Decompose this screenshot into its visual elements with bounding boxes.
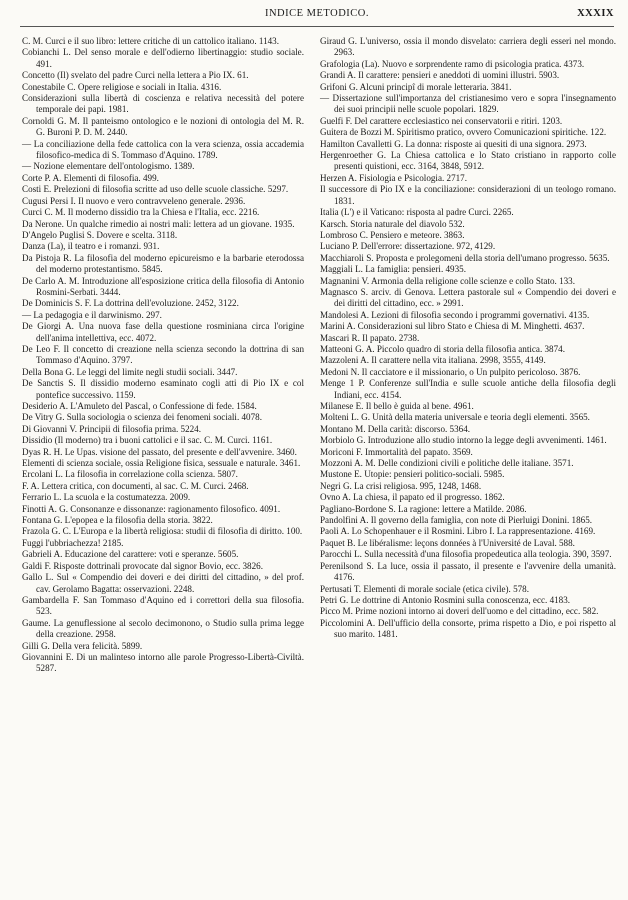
index-entry: De Sanctis S. Il dissidio moderno esaminato cogli atti di Pio IX e col pontefice successivo. 1159. (22, 378, 304, 400)
index-entry: Fuggi l'ubbriachezza! 2185. (22, 537, 124, 548)
index-entry: Della Bona G. Le leggi del limite negli studii sociali. 3447. (22, 366, 238, 377)
index-entry: Danza (La), il teatro e i romanzi. 931. (22, 241, 160, 252)
index-entry: Giovannini E. Di un malinteso intorno alle parole Progresso-Libertà-Civiltà. 5287. (22, 651, 304, 674)
index-entry: Elementi di scienza sociale, ossia Religione fisica, sessuale e naturale. 3461. (22, 458, 301, 469)
index-entry: Cobianchi L. Del senso morale e dell'odierno libertinaggio: studio sociale. 491. (22, 47, 304, 69)
index-entry: Negri G. La crisi religiosa. 995, 1248, 1468. (320, 480, 482, 491)
index-entry: Perenilsond S. La luce, ossia il passato, il presente e l'avvenire della umanità. 4176. (320, 560, 616, 583)
index-entry: Gallo L. Sul « Compendio dei doveri e dei diritti del cittadino, » del prof. cav. Gerolamo Bagatta: osservazioni. 2248. (22, 572, 304, 594)
index-entry: De Vitry G. Sulla sociologia o scienza dei fenomeni sociali. 4078. (22, 412, 262, 423)
index-entry: Considerazioni sulla libertà di coscienza e relativa necessità del potere temporale dei papi. 1981. (22, 93, 304, 115)
index-entry: Giraud G. L'universo, ossia il mondo disvelato: carriera degli esseri nel mondo. 2963. (320, 36, 616, 58)
index-entry: Di Giovanni V. Principii di filosofia prima. 5224. (22, 423, 202, 434)
index-entry: C. M. Curci e il suo libro: lettere critiche di un cattolico italiano. 1143. (22, 36, 280, 46)
index-entry: Marini A. Considerazioni sul libro Stato e Chiesa di M. Minghetti. 4637. (320, 321, 585, 332)
header-rule (20, 26, 614, 27)
index-entry: Milanese E. Il bello è guida al bene. 4961. (320, 401, 474, 411)
index-entry: Mascari R. Il papato. 2738. (320, 332, 420, 343)
index-entry: Menge 1 P. Conferenze sull'India e sulle scuole antiche della filosofia degli Indiani, ecc. 4154. (320, 378, 616, 400)
index-entry: De Carlo A. M. Introduzione all'esposizione critica della filosofia di Antonio Rosmini-Serbati. 3444. (22, 275, 304, 297)
index-entry: Grifoni G. Alcuni principî di morale letteraria. 3841. (320, 81, 512, 92)
index-entry: Frazola G. C. L'Europa e la libertà religiosa: studii di filosofia di diritto. 100. (22, 526, 303, 537)
index-entry: Dissidio (Il moderno) tra i buoni cattolici e il sac. C. M. Curci. 1161. (22, 435, 273, 446)
index-entry: Da Pistoja R. La filosofia del moderno epicureismo e la barbarie eterodossa del moderno protestantismo. 5845. (22, 252, 304, 275)
index-entry: Pandolfini A. Il governo della famiglia, con note di Pierluigi Donini. 1865. (320, 515, 593, 526)
index-entry: Karsch. Storia naturale del diavolo 532. (320, 218, 465, 229)
index-entry: Molteni L. G. Unità della materia universale e teoria degli elementi. 3565. (320, 412, 590, 423)
index-entry: — La conciliazione della fede cattolica con la vera scienza, ossia accademia filosofico-medica di S. Tommaso d'Aquino. 1789. (22, 138, 304, 161)
index-entry: Cornoldi G. M. Il panteismo ontologico e le nozioni di ontologia del M. R. G. Buroni P. D. M. 2440. (22, 115, 304, 138)
index-entry: — Dissertazione sull'importanza del cristianesimo vero e sopra l'insegnamento dei suoi principii nelle scuole popolari. 1829. (320, 93, 616, 115)
index-entry: Herzen A. Fisiologia e Psicologia. 2717. (320, 172, 467, 183)
index-entry: Grandi A. Il carattere: pensieri e aneddoti di uomini illustri. 5903. (320, 70, 560, 81)
index-entry: Conestabile C. Opere religiose e sociali in Italia. 4316. (22, 81, 222, 92)
index-entry: Italia (L') e il Vaticano: risposta al padre Curci. 2265. (320, 207, 514, 218)
index-entry: Maggiali L. La famiglia: pensieri. 4935. (320, 264, 466, 275)
index-entry: Matteoni G. A. Piccolo quadro di storia della filosofia antica. 3874. (320, 343, 565, 354)
index-entry: Morbiolo G. Introduzione allo studio intorno la legge degli avvenimenti. 1461. (320, 435, 607, 446)
index-entry: Hergenroether G. La Chiesa cattolica e lo Stato cristiano in rapporto colle presenti quistioni, ecc. 3164, 3848, 5912. (320, 150, 616, 172)
index-entry: Montano M. Della carità: discorso. 5364. (320, 423, 471, 434)
right-column (320, 36, 616, 641)
index-entry: Mazzoleni A. Il carattere nella vita italiana. 2998, 3555, 4149. (320, 355, 546, 366)
index-entry: Medoni N. Il cacciatore e il missionario, o Un pulpito pericoloso. 3876. (320, 366, 581, 377)
index-entry: Piccolomini A. Dell'ufficio della consorte, prima rispetto a Dio, e poi rispetto al suo marito. 1481. (320, 617, 616, 640)
index-entry: Ovno A. La chiesa, il papato ed il progresso. 1862. (320, 492, 505, 503)
page-number: XXXIX (577, 8, 614, 19)
index-entry: Gambardella F. San Tommaso d'Aquino ed i correttori della sua filosofia. 523. (22, 594, 304, 617)
index-entry: — La pedagogia e il darwinismo. 297. (22, 309, 162, 320)
index-entry: Grafologia (La). Nuovo e sorprendente ramo di psicologia pratica. 4373. (320, 58, 585, 69)
index-entry: Mozzoni A. M. Delle condizioni civili e politiche delle italiane. 3571. (320, 458, 574, 469)
index-entry: De Leo F. Il concetto di creazione nella scienza secondo la dottrina di san Tommaso d'Aquino. 3797. (22, 343, 304, 366)
index-entry: Dyas R. H. Le Upas. visione del passato, del presente e dell'avvenire. 3460. (22, 446, 297, 457)
index-entry: De Giorgi A. Una nuova fase della questione rosminiana circa l'origine dell'anima intellettiva, ecc. 4072. (22, 321, 304, 343)
index-entry: Picco M. Prime nozioni intorno ai doveri dell'uomo e del cittadino, ecc. 582. (320, 606, 599, 617)
index-entry: Magnasco S. arciv. di Genova. Lettera pastorale sul « Compendio dei doveri e dei diritti del cittadino, ecc. » 2991. (320, 286, 616, 309)
index-entry: — Nozione elementare dell'ontologismo. 1389. (22, 161, 195, 172)
index-entry: Hamilton Cavalletti G. La donna: risposte ai quesiti di una signora. 2973. (320, 138, 587, 149)
index-entry: Mustone E. Utopie: pensieri politico-sociali. 5985. (320, 469, 505, 480)
index-entry: Desiderio A. L'Amuleto del Pascal, o Confessione di fede. 1584. (22, 401, 257, 411)
page-header (20, 8, 614, 22)
index-entry: De Dominicis S. F. La dottrina dell'evoluzione. 2452, 3122. (22, 298, 239, 309)
index-entry: Paoli A. Lo Schopenhauer e il Rosmini. Libro I. La rappresentazione. 4169. (320, 526, 596, 537)
index-entry: Pagliano-Bordone S. La ragione: lettere a Matilde. 2086. (320, 503, 527, 514)
index-entry: Curci C. M. Il moderno dissidio tra la Chiesa e l'Italia, ecc. 2216. (22, 207, 260, 218)
index-entry: Guelfi F. Del carattere ecclesiastico nei conservatorii e ritiri. 1203. (320, 115, 563, 126)
index-entry: Paquet B. Le libéralisme: leçons données à l'Université de Laval. 588. (320, 537, 575, 548)
index-entry: F. A. Lettera critica, con documenti, al sac. C. M. Curci. 2468. (22, 480, 249, 491)
index-entry: Cugusi Persi I. Il nuovo e vero contravveleno generale. 2936. (22, 195, 246, 206)
index-entry: Finotti A. G. Consonanze e dissonanze: ragionamento filosofico. 4091. (22, 503, 281, 514)
index-entry: Gabrieli A. Educazione del carattere: voti e speranze. 5605. (22, 549, 239, 560)
index-entry: D'Angelo Puglisi S. Dovere e scelta. 3118. (22, 229, 178, 240)
index-entry: Macchiaroli S. Proposta e prolegomeni della storia dell'umano progresso. 5635. (320, 252, 610, 263)
index-entry: Da Nerone. Un qualche rimedio ai nostri mali: lettera ad un giovane. 1935. (22, 218, 295, 229)
left-column (22, 36, 304, 675)
index-entry: Parocchi L. Sulla necessità d'una filosofia propedeutica alla teologia. 390, 3597. (320, 549, 612, 560)
index-entry: Costi E. Prelezioni di filosofia scritte ad uso delle scuole classiche. 5297. (22, 184, 289, 195)
index-entry: Ercolani L. La filosofia in correlazione colla scienza. 5807. (22, 469, 238, 480)
index-entry: Mandolesi A. Lezioni di filosofia secondo i programmi governativi. 4135. (320, 309, 590, 320)
index-entry: Petri G. Le dottrine di Antonio Rosmini sulla conoscenza, ecc. 4183. (320, 594, 571, 605)
index-entry: Ferrario L. La scuola e la costumatezza. 2009. (22, 492, 191, 503)
index-entry: Gaume. La genuflessione al secolo decimonono, o Studio sulla prima legge della creazione. 2958. (22, 617, 304, 640)
index-entry: Magnanini V. Armonia della religione colle scienze e collo Stato. 133. (320, 275, 575, 286)
index-entry: Corte P. A. Elementi di filosofia. 499. (22, 172, 159, 183)
index-entry: Luciano P. Dell'errore: dissertazione. 972, 4129. (320, 241, 496, 252)
index-entry: Il successore di Pio IX e la conciliazione: considerazioni di un teologo romano. 1831. (320, 184, 616, 206)
index-entry: Fontana G. L'epopea e la filosofia della storia. 3822. (22, 515, 213, 526)
index-entry: Pertusati T. Elementi di morale sociale (etica civile). 578. (320, 583, 530, 594)
index-entry: Galdi F. Risposte dottrinali provocate dal signor Bovio, ecc. 3826. (22, 560, 263, 571)
index-entry: Concetto (Il) svelato del padre Curci nella lettera a Pio IX. 61. (22, 70, 249, 81)
running-title: INDICE METODICO. (264, 8, 370, 19)
index-entry: Guitera de Bozzi M. Spiritismo pratico, ovvero Comunicazioni spiritiche. 122. (320, 127, 607, 138)
index-entry: Lombroso C. Pensiero e meteore. 3863. (320, 229, 465, 240)
index-entry: Gilli G. Della vera felicità. 5899. (22, 640, 143, 651)
index-entry: Moriconi F. Immortalità del papato. 3569. (320, 446, 473, 457)
